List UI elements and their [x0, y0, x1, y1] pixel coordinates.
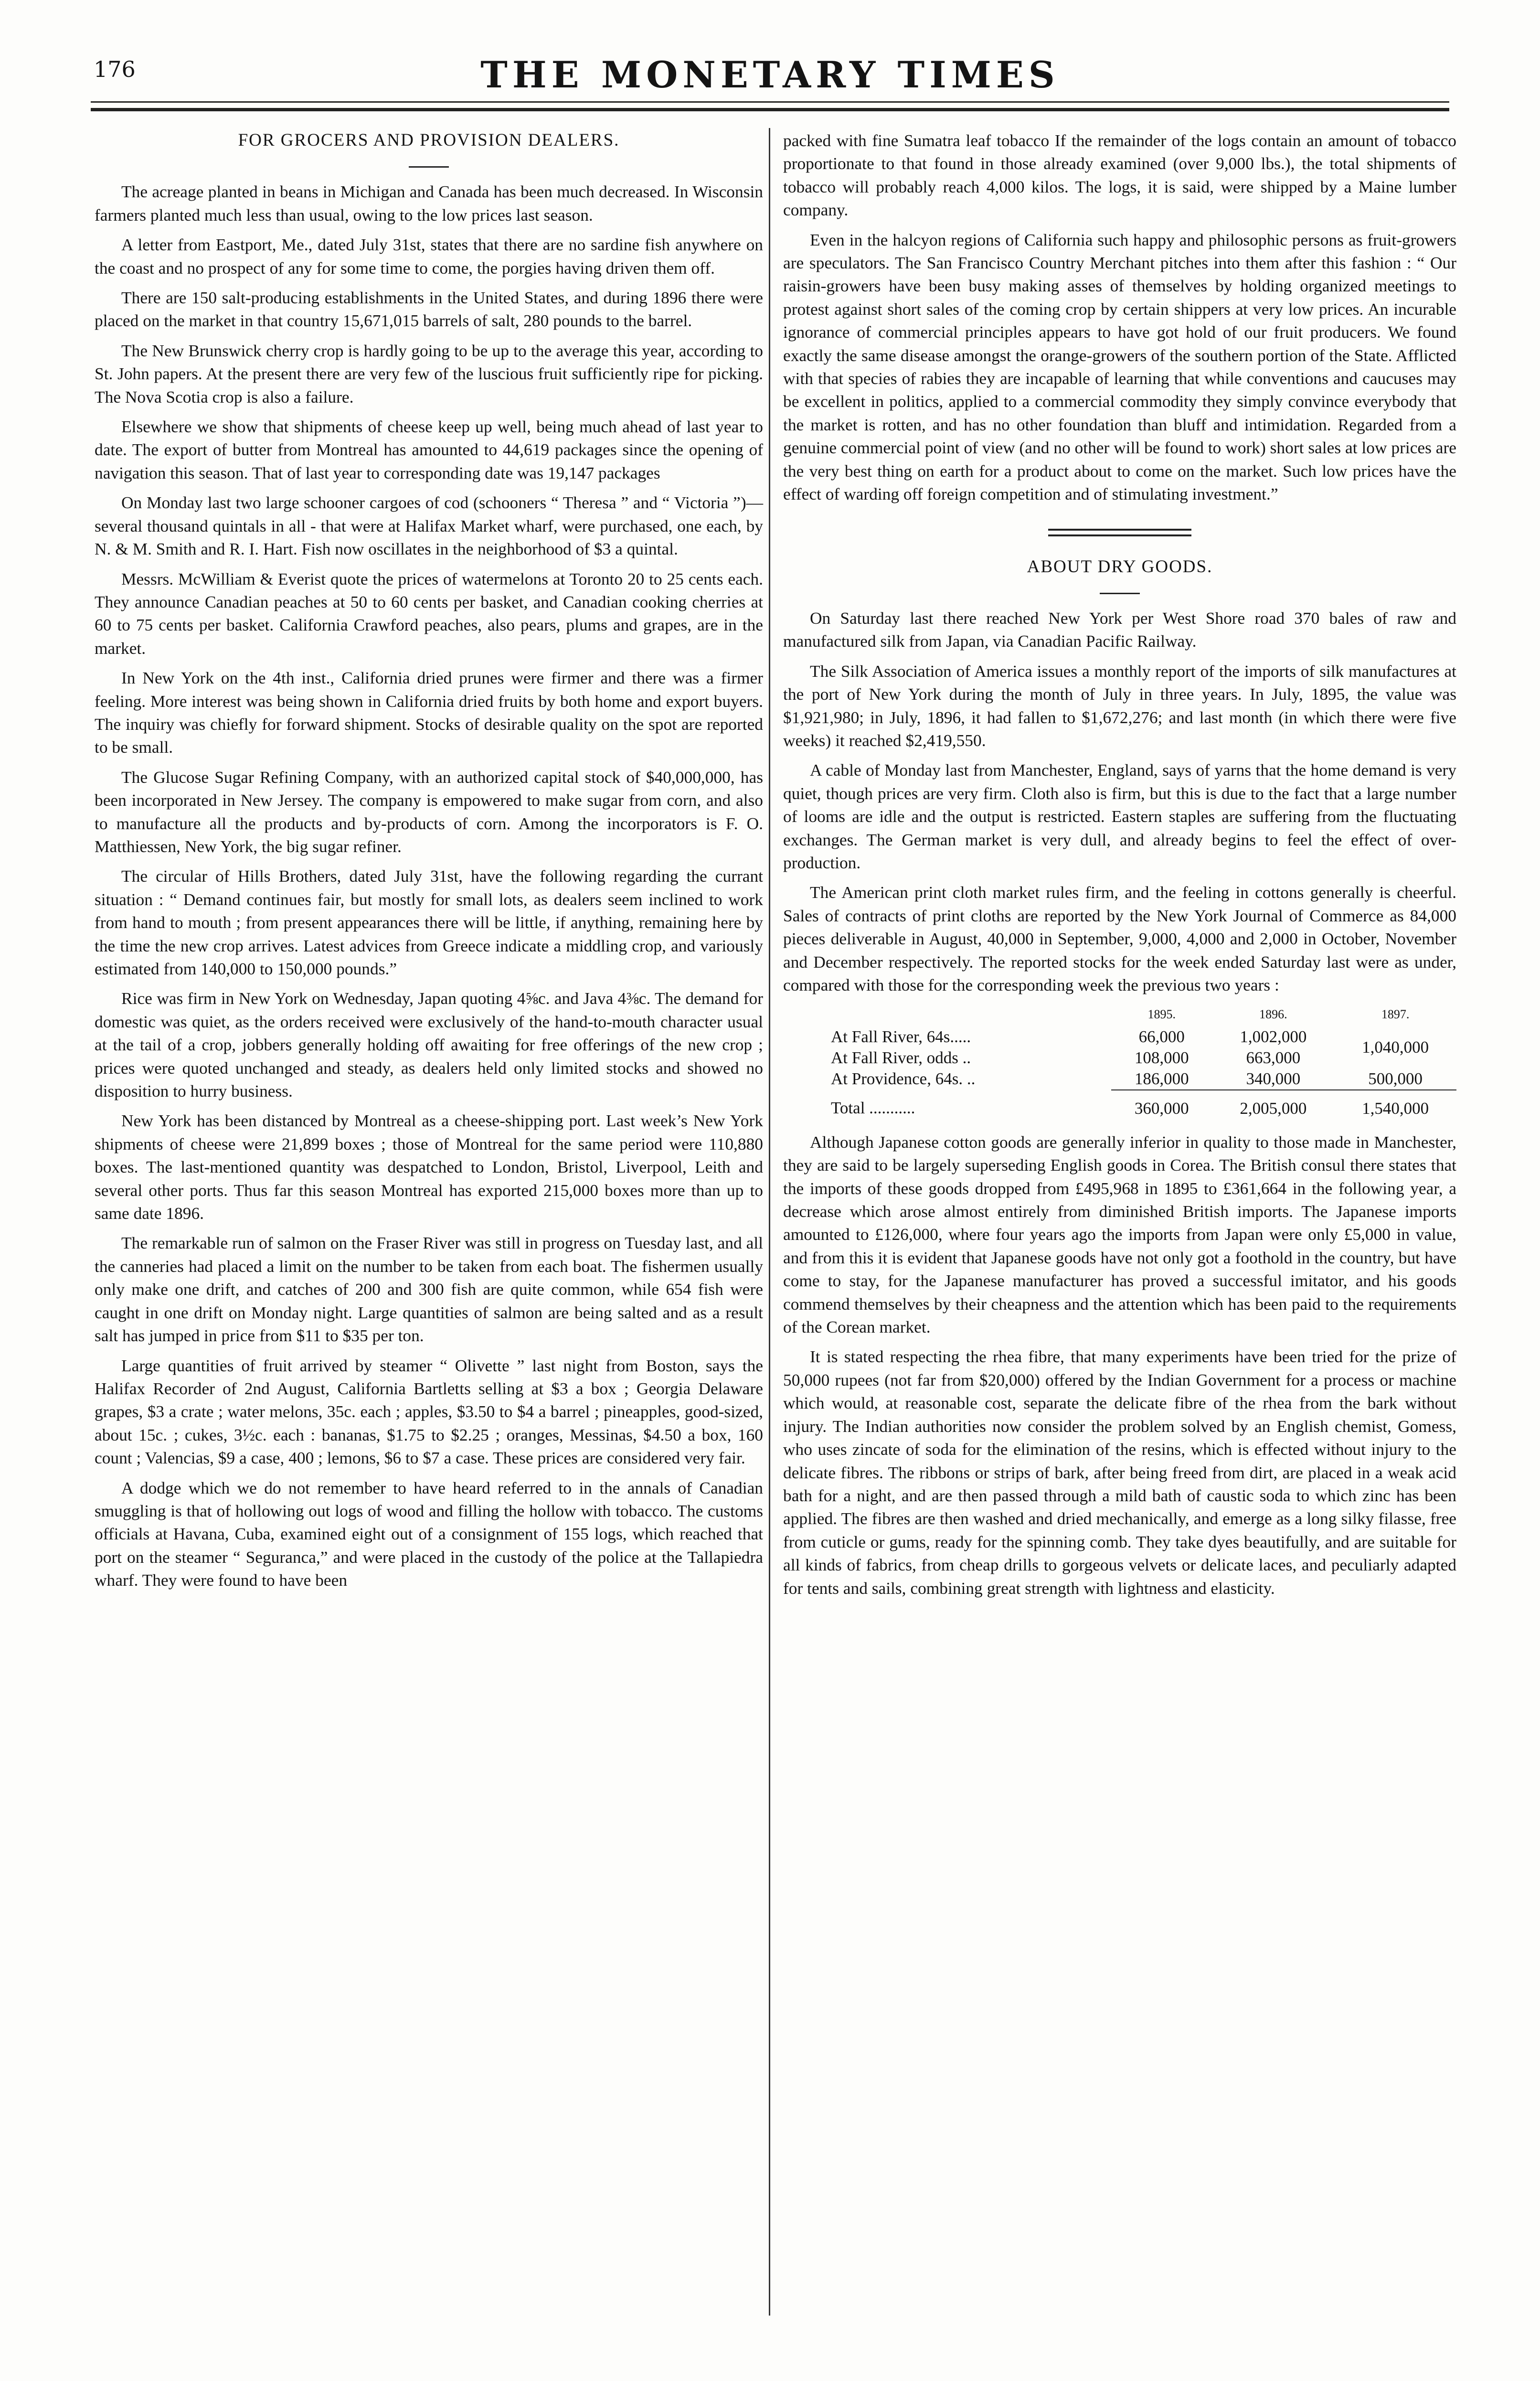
total-1897: 1,540,000	[1362, 1099, 1429, 1118]
article-paragraph: Elsewhere we show that shipments of cheese keep up well, being much ahead of last year to date. The export of butter from Montreal has amounted to 44,619 packages since the opening of navigation this season. That of last year to corresponding date was 19,147 packages	[95, 417, 763, 482]
table-total-row	[783, 1090, 1456, 1119]
article-paragraph: The circular of Hills Brothers, dated July 31st, have the following regarding the currant situation : “ Demand continues fair, but mostly for small lots, as dealers seem inclined to work from hand to mouth ; from present appearances there will be little, if anything, remaining here by the time the new crop arrives. Latest advices from Greece indicate a middling crop, and variously estimated from 140,000 to 150,000 pounds.”	[95, 866, 763, 978]
separator-line	[1048, 534, 1191, 536]
article-paragraph: New York has been distanced by Montreal as a cheese-shipping port. Last week’s New York shipments of cheese were 21,899 boxes ; those of Montreal for the same period were 110,880 boxes. The last-mentioned quantity was despatched to London, Bristol, Liverpool, Leith and several other ports. Thus far this season Montreal has exported 215,000 boxes more than up to same date 1896.	[95, 1111, 763, 1223]
article-paragraph: On Monday last two large schooner cargoes of cod (schooners “ Theresa ” and “ Victoria ”)—several thousand quintals in all - that were at Halifax Market wharf, were purchased, one each, by N. & M. Smith and R. I. Hart. Fish now oscillates in the neighborhood of $3 a quintal.	[95, 493, 763, 559]
row-label: At Providence, 64s. ..	[831, 1069, 976, 1089]
table-header-blank	[783, 1003, 1111, 1026]
article-paragraph: The Silk Association of America issues a monthly report of the imports of silk manufactures at the port of New York during the month of July in three years. In July, 1895, the value was $1,921,980; in July, 1896, it had fallen to $1,672,276; and last month (in which there were five weeks) it reached $2,419,550.	[783, 661, 1456, 750]
total-1896: 2,005,000	[1240, 1099, 1307, 1118]
print-cloth-stock-table	[783, 1003, 1456, 1119]
left-column	[95, 129, 763, 1599]
article-paragraph: On Saturday last there reached New York per West Shore road 370 bales of raw and manufactured silk from Japan, via Canadian Pacific Railway.	[783, 608, 1456, 651]
article-paragraph: Large quantities of fruit arrived by steamer “ Olivette ” last night from Boston, says the Halifax Recorder of 2nd August, California Bartletts selling at $3 a box ; Georgia Delaware grapes, $3 a crate ; water melons, 35c. each ; apples, $3.50 to $4 a barrel ; pineapples, good-sized, about 15c. ; cukes, 3½c. each : bananas, $1.75 to $2.25 ; oranges, Messinas, $4.50 a box, 160 count ; Valencias, $9 a case, 400 ; lemons, $6 to $7 a case. These prices are considered very fair.	[95, 1356, 763, 1468]
article-paragraph: Even in the halcyon regions of California such happy and philosophic persons as fruit-growers are speculators. The San Francisco Country Merchant pitches into them after this fashion : “ Our raisin-growers have been busy making asses of themselves by holding organized meetings to protest against short sales of the coming crop by certain shippers at very low prices. An incurable ignorance of commercial principles appears to have got hold of our fruit producers. We found exactly the same disease amongst the orange-growers of the southern portion of the State. Afflicted with that species of rabies they are incapable of learning that while conventions and caucuses may be excellent in politics, applied to a commercial commodity they simply convince everybody that the market is rotten, and has no other foundation than bluff and intimidation. Regarded from a genuine commercial point of view (and no other will be found to work) short sales at low prices are the very best thing on earth for a product about to come on the market. Such low prices have the effect of warding off foreign competition and of stimulating investment.”	[783, 230, 1456, 504]
section-separator	[1048, 529, 1191, 536]
article-paragraph: Messrs. McWilliam & Everist quote the prices of watermelons at Toronto 20 to 25 cents each. They announce Canadian peaches at 50 to 60 cents per basket, and Canadian cooking cherries at 60 to 75 cents per basket. California Crawford peaches, also pears, plums and grapes, are in the market.	[95, 569, 763, 658]
title-dash	[409, 166, 449, 168]
separator-line	[1048, 529, 1191, 531]
article-paragraph: A dodge which we do not remember to have heard referred to in the annals of Canadian smuggling is that of hollowing out logs of wood and filling the hollow with tobacco. The customs officials at Havana, Cuba, examined eight out of a consignment of 155 logs, which reached that port on the steamer “ Seguranca,” and were placed in the custody of the police at the Tallapiedra wharf. They were found to have been	[95, 1478, 763, 1590]
cell-1897: 500,000	[1334, 1068, 1456, 1090]
article-paragraph: There are 150 salt-producing establishments in the United States, and during 1896 there were placed on the market in that country 15,671,015 barrels of salt, 280 pounds to the barrel.	[95, 288, 763, 331]
section-title-dry-goods: ABOUT DRY GOODS.	[1027, 556, 1213, 577]
article-paragraph: The Glucose Sugar Refining Company, with an authorized capital stock of $40,000,000, has been incorporated in New Jersey. The company is empowered to make sugar from corn, and also to manufacture all the products and by-products of corn. Among the incorporators is F. O. Matthiessen, New York, the big sugar refiner.	[95, 767, 763, 856]
title-dash	[1100, 593, 1140, 594]
cell-1895: 186,000	[1111, 1068, 1212, 1090]
cell-1896: 1,002,000	[1240, 1027, 1307, 1046]
cell-1895: 66,000	[1138, 1027, 1185, 1046]
article-paragraph: The remarkable run of salmon on the Fraser River was still in progress on Tuesday last, and all the canneries had placed a limit on the number to be taken from each boat. The fishermen usually only make one drift, and catches of 200 and 300 fish are quite common, while 654 fish were caught in one drift on Monday night. Large quantities of salmon are being salted and as a result salt has jumped in price from $11 to $35 per ton.	[95, 1233, 763, 1345]
article-paragraph: A cable of Monday last from Manchester, England, says of yarns that the home demand is very quiet, though prices are very firm. Cloth also is firm, but this is due to the fact that a large number of looms are idle and the output is restricted. Eastern staples are suffering from the fluctuating exchanges. The German market is very dull, and already begins to feel the effect of over-production.	[783, 760, 1456, 872]
article-paragraph: Rice was firm in New York on Wednesday, Japan quoting 4⅝c. and Java 4⅜c. The demand for domestic was quiet, as the orders received were exclusively of the hand-to-mouth character usual at the tail of a crop, jobbers generally holding off awaiting for free offerings of the new crop ; prices were quoted unchanged and steady, as dealers held only limited stocks and showed no disposition to hurry business.	[95, 989, 763, 1101]
table-row	[783, 1026, 1456, 1047]
table-header-row	[783, 1003, 1456, 1026]
article-paragraph: In New York on the 4th inst., California dried prunes were firmer and there was a firmer feeling. More interest was being shown in California dried fruits by both home and export buyers. The inquiry was chiefly for forward shipment. Stocks of desirable quality on the spot are reported to be small.	[95, 668, 763, 757]
article-paragraph: The New Brunswick cherry crop is hardly going to be up to the average this year, according to St. John papers. At the present there are very few of the luscious fruit sufficiently ripe for picking. The Nova Scotia crop is also a failure.	[95, 341, 763, 406]
header-rule-bottom	[91, 108, 1449, 111]
cell-1896: 340,000	[1212, 1068, 1335, 1090]
right-column	[783, 129, 1456, 1606]
cell-1895: 108,000	[1134, 1048, 1189, 1067]
row-label: At Fall River, odds ..	[831, 1048, 971, 1067]
article-paragraph: A letter from Eastport, Me., dated July 31st, states that there are no sardine fish anywhere on the coast and no prospect of any for some time to come, the porgies having driven them off.	[95, 235, 763, 278]
table-header-year: 1897.	[1381, 1007, 1410, 1022]
total-1895: 360,000	[1134, 1099, 1189, 1118]
row-label: At Fall River, 64s.....	[831, 1027, 971, 1046]
column-divider	[769, 128, 770, 2316]
table-header-year: 1896.	[1259, 1007, 1287, 1022]
table-header-year: 1895.	[1147, 1007, 1176, 1022]
article-paragraph: Although Japanese cotton goods are generally inferior in quality to those made in Manchester, they are said to be largely superseding English goods in Corea. The British consul there states that the imports of these goods dropped from £495,968 in 1895 to £361,664 in the following year, a decrease which arose almost entirely from diminished British imports. The Japanese imports amounted to £126,000, where four years ago the imports from Japan were only £5,000 in value, and from this it is evident that Japanese goods have not only got a foothold in the country, but have come to stay, for the Japanese manufacturer has proved a successful imitator, and his goods commend themselves by their cheapness and the attention which has been paid to the requirements of the Corean market.	[783, 1132, 1456, 1337]
cell-1896: 663,000	[1246, 1048, 1301, 1067]
article-paragraph: The American print cloth market rules firm, and the feeling in cottons generally is cheerful. Sales of contracts of print cloths are reported by the New York Journal of Commerce as 84,000 pieces deliverable in August, 40,000 in September, 9,000, 4,000 and 2,000 in October, November and December respectively. The reported stocks for the week ended Saturday last were as under, compared with those for the corresponding week the previous two years :	[783, 883, 1456, 994]
cell-1897: 1,040,000	[1362, 1037, 1429, 1057]
masthead-title: THE MONETARY TIMES	[480, 53, 1060, 96]
total-label: Total ...........	[831, 1099, 915, 1118]
section-title-grocers: FOR GROCERS AND PROVISION DEALERS.	[238, 130, 620, 150]
continued-paragraph: packed with fine Sumatra leaf tobacco If the remainder of the logs contain an amount of tobacco proportionate to that found in those already examined (over 9,000 lbs.), the total shipments of tobacco will probably reach 4,000 kilos. The logs, it is said, were shipped by a Maine lumber company.	[783, 131, 1456, 220]
header-rule-top	[91, 101, 1449, 103]
table-row	[783, 1068, 1456, 1090]
page-number: 176	[94, 56, 136, 82]
article-paragraph: It is stated respecting the rhea fibre, that many experiments have been tried for the prize of 50,000 rupees (not far from $20,000) offered by the Indian Government for a process or machine which would, at reasonable cost, separate the delicate fibre of the rhea from the bark without injury. The Indian authorities now consider the problem solved by an English chemist, Gomess, who uses zincate of soda for the elimination of the resins, which is effected without injury to the delicate fibres. The ribbons or strips of bark, after being freed from dirt, are placed in a weak acid bath for a night, and are then passed through a mild bath of caustic soda to which zinc has been applied. The fibres are then washed and dried mechanically, and emerge as a long silky filasse, free from cuticle or gums, ready for the spinning comb. They take dyes beautifully, and are suitable for all kinds of fabrics, from cheap drills to gorgeous velvets or delicate laces, and peculiarly adapted for tents and sails, combining great strength with lightness and elasticity.	[783, 1347, 1456, 1598]
article-paragraph: The acreage planted in beans in Michigan and Canada has been much decreased. In Wisconsin farmers planted much less than usual, owing to the low prices last season.	[95, 182, 763, 224]
